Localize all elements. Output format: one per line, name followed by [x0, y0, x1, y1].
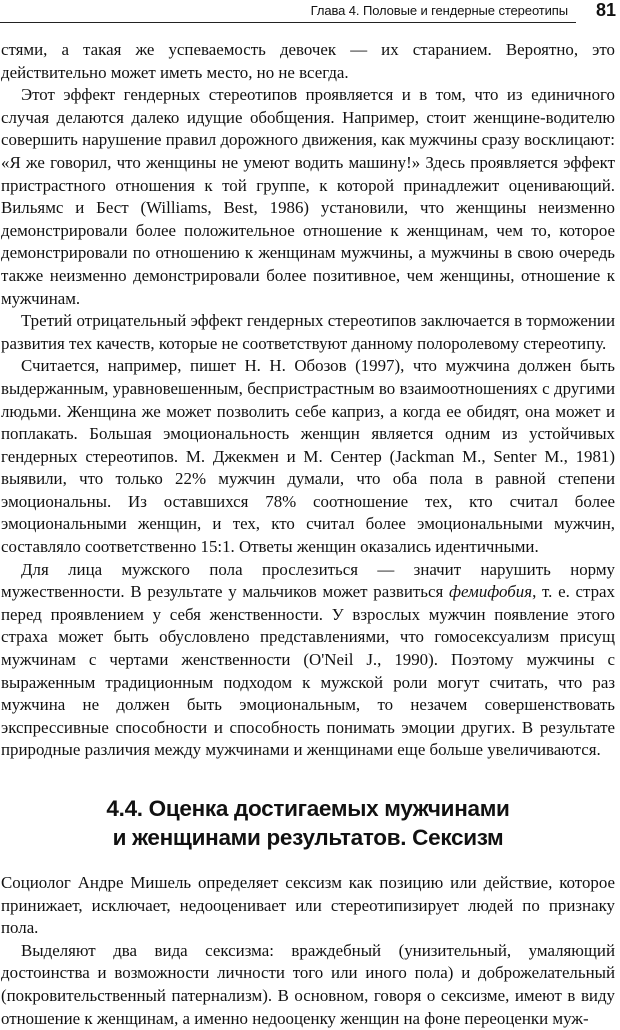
paragraph — [1, 559, 615, 762]
paragraph: Этот эффект гендерных стереотипов проявляется и в том, что из единичного случая делаются далеко идущие обобщения. Например, стоит женщине-водителю совершить нарушение правил дорожного движения, как мужчины сразу восклицают: «Я же говорил, что женщины не умеют водить машину!» Здесь проявляется эффект пристрастного отношения к той группе, к которой принадлежит оценивающий. Вильямс и Бест (Williams, Best, 1986) установили, что женщины неизменно демонстрировали более положительное отношение к женщинам, чем то, которое демонстрировали по отношению к женщинам мужчины, а мужчины в свою очередь также неизменно демонстрировали более позитивное, чем женщины, отношение к мужчинам. — [1, 85, 615, 308]
page-body — [1, 39, 615, 1030]
chapter-title: Глава 4. Половые и гендерные стереотипы — [310, 3, 568, 18]
paragraph-text: Для лица мужского пола прослезиться — значит нарушить норму мужественности. В результате у мальчиков может развиться — [1, 559, 615, 602]
section-heading-line: 4.4. Оценка достигаемых мужчинами — [106, 796, 510, 821]
paragraph: Считается, например, пишет Н. Н. Обозов (1997), что мужчина должен быть выдержанным, уравновешенным, беспристрастным во взаимоотношениях с другими людьми. Женщина же может позволить себе каприз, а когда ее обидят, она может и поплакать. Большая эмоциональность женщин является одним из устойчивых гендерных стереотипов. М. Джекмен и М. Сентер (Jackman M., Senter M., 1981) выявили, что только 22% мужчин думали, что оба пола в равной степени эмоциональны. Из оставшихся 78% соотношение тех, кто считал более эмоциональными женщин, и тех, кто считал более эмоциональными мужчин, составляло соответственно 15:1. Ответы женщин оказались идентичными. — [1, 356, 615, 557]
paragraph-continued: стями, а такая же успеваемость девочек — их старанием. Вероятно, это действительно может иметь место, но не всегда. — [1, 40, 615, 82]
running-header — [0, 0, 620, 28]
paragraph: Социолог Андре Мишель определяет сексизм как позицию или действие, которое принижает, исключает, недооценивает или стереотипизирует людей по признаку пола. — [1, 873, 615, 938]
paragraph: Третий отрицательный эффект гендерных стереотипов заключается в торможении развития тех качеств, которые не соответствуют данному полоролевому стереотипу. — [1, 311, 615, 353]
header-rule — [0, 22, 576, 23]
section-heading-line: и женщинами результатов. Сексизм — [112, 825, 504, 850]
page-number: 81 — [595, 0, 616, 20]
emphasized-term: фемифобия — [448, 582, 533, 602]
paragraph: Выделяют два вида сексизма: враждебный (унизительный, умаляющий достоинства и возможности личности того или иного пола) и доброжелательный (покровительственный патернализм). В основном, говоря о сексизме, имеют в виду отношение к женщинам, а именно недооценку женщин на фоне переоценки муж- — [1, 940, 615, 1028]
paragraph-text: , т. е. страх перед проявлением у себя женственности. У взрослых мужчин появление этого страха может быть обусловлено представлениями, что гомосексуализм присущ мужчинам с чертами женственности (O'Neil J., 1990). Поэтому мужчины с выраженным традиционным подходом к мужской роли могут считать, что раз мужчина не должен быть эмоциональным, то незачем совершенствовать экспрессивные способности и способность понимать эмоции других. В результате природные различия между мужчинами и женщинами еще больше увеличиваются. — [1, 582, 615, 760]
section-heading — [1, 794, 615, 852]
